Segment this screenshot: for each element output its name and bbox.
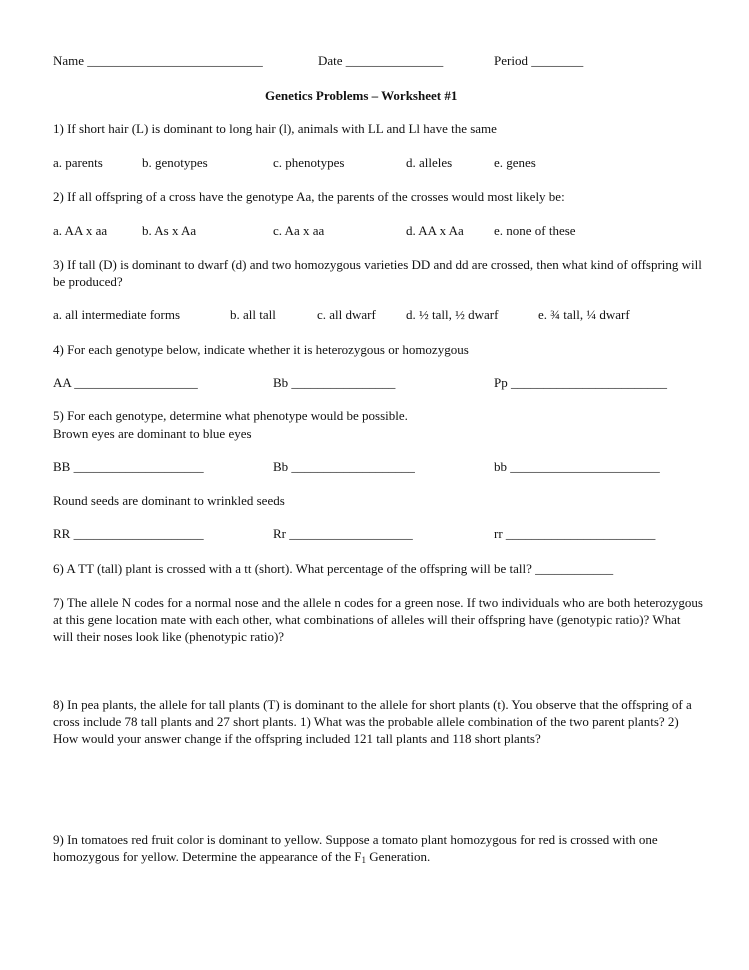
q5-eyes-heading: Brown eyes are dominant to blue eyes	[53, 426, 252, 441]
q3-option-c: c. all dwarf	[317, 307, 376, 322]
q5-seeds-heading: Round seeds are dominant to wrinkled seeds	[53, 493, 285, 508]
q4-item-aa: AA ___________________	[53, 375, 198, 390]
question-4: 4) For each genotype below, indicate whether it is heterozygous or homozygous	[53, 342, 469, 357]
q9-text: 9) In tomatoes red fruit color is dominant to yellow. Suppose a tomato plant homozygous for red is crossed with one homozygous for yellow. Determine the appearance of the F	[53, 832, 658, 864]
q2-option-a: a. AA x aa	[53, 223, 108, 238]
question-7: 7) The allele N codes for a normal nose and the allele n codes for a green nose. If two individuals who are both heterozygous at this gene location mate with each other, what combinations of alleles will their offspring have (genotypic ratio)? What will their noses look like (phenotypic ratio)?	[53, 595, 703, 644]
q3-option-a: a. all intermediate forms	[53, 307, 181, 322]
question-9	[53, 831, 703, 869]
q4-item-bb: Bb ________________	[273, 375, 396, 390]
question-6: 6) A TT (tall) plant is crossed with a tt (short). What percentage of the offspring will be tall? ____________	[53, 561, 614, 576]
question-8: 8) In pea plants, the allele for tall plants (T) is dominant to the allele for short plants (t). You observe that the offspring of a cross include 78 tall plants and 27 short plants. 1) What was the probable allele combination of the two parent plants? 2) How would your answer change if the offspring included 121 tall plants and 118 short plants?	[53, 697, 692, 746]
q9-subscript: 1	[361, 855, 367, 865]
period-field: Period ________	[494, 53, 584, 68]
q3-option-d: d. ½ tall, ½ dwarf	[406, 307, 499, 322]
question-3: 3) If tall (D) is dominant to dwarf (d) and two homozygous varieties DD and dd are crossed, then what kind of offspring will be produced?	[53, 257, 702, 289]
q2-option-e: e. none of these	[494, 223, 576, 238]
worksheet-title: Genetics Problems – Worksheet #1	[265, 88, 458, 103]
q1-option-b: b. genotypes	[142, 155, 208, 170]
question-5: 5) For each genotype, determine what phenotype would be possible.	[53, 408, 408, 423]
q3-option-b: b. all tall	[230, 307, 276, 322]
q9-text-end: Generation.	[366, 849, 431, 864]
question-2: 2) If all offspring of a cross have the genotype Aa, the parents of the crosses would most likely be:	[53, 189, 565, 204]
q2-option-d: d. AA x Aa	[406, 223, 464, 238]
q5-eyes-bb: BB ____________________	[53, 459, 204, 474]
q5-seeds-rr-recessive: rr _______________________	[494, 526, 656, 541]
q5-seeds-rr: RR ____________________	[53, 526, 204, 541]
name-field: Name ___________________________	[53, 53, 263, 68]
q3-option-e: e. ¾ tall, ¼ dwarf	[538, 307, 630, 322]
q5-eyes-bb-recessive: bb _______________________	[494, 459, 660, 474]
q5-eyes-bb-hetero: Bb ___________________	[273, 459, 415, 474]
q2-option-b: b. As x Aa	[142, 223, 197, 238]
q4-item-pp: Pp ________________________	[494, 375, 667, 390]
date-field: Date _______________	[318, 53, 444, 68]
question-1: 1) If short hair (L) is dominant to long hair (l), animals with LL and Ll have the same	[53, 121, 497, 136]
q2-option-c: c. Aa x aa	[273, 223, 325, 238]
q1-option-c: c. phenotypes	[273, 155, 345, 170]
q5-seeds-rr-hetero: Rr ___________________	[273, 526, 413, 541]
q1-option-a: a. parents	[53, 155, 103, 170]
q1-option-e: e. genes	[494, 155, 536, 170]
q1-option-d: d. alleles	[406, 155, 453, 170]
